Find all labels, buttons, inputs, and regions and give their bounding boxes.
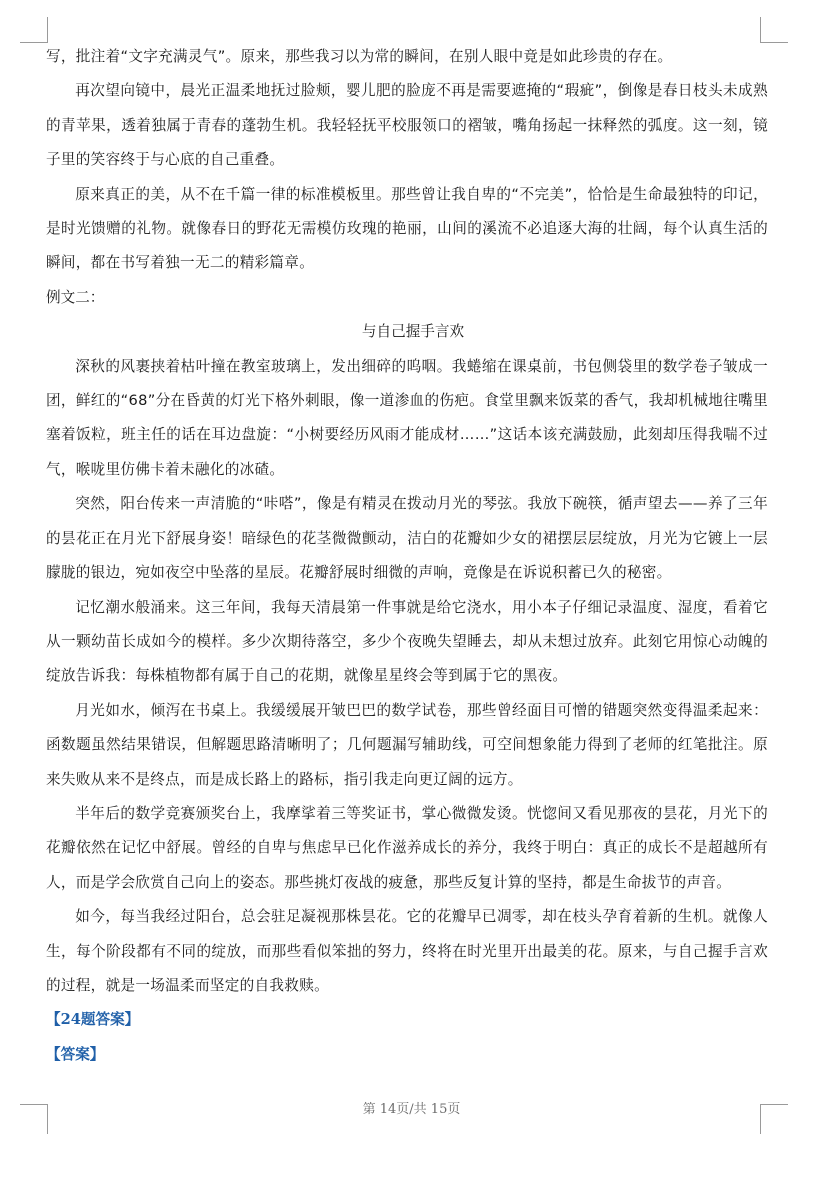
crop-mark-top-left (20, 42, 47, 43)
essay-paragraph: 记忆潮水般涌来。这三年间，我每天清晨第一件事就是给它浇水，用小本子仔细记录温度、湿度，看着它从一颗幼苗长成如今的模样。多少次期待落空，多少个夜晚失望睡去，却从未想过放弃。此刻它用惊心动魄的绽放告诉我：每株植物都有属于自己的花期，就像星星终会等到属于它的黑夜。 (46, 598, 768, 685)
essay-title: 与自己握手言欢 (361, 323, 465, 341)
paragraph: 再次望向镜中，晨光正温柔地抚过脸颊，婴儿肥的脸庞不再是需要遮掩的“瑕疵”，倒像是春日枝头未成熟的青苹果，透着独属于青春的蓬勃生机。我轻轻抚平校服领口的褶皱，嘴角扬起一抹释然的弧度。这一刻，镜子里的笑容终于与心底的自己重叠。 (46, 82, 768, 169)
essay-paragraph: 深秋的风裹挟着枯叶撞在教室玻璃上，发出细碎的呜咽。我蜷缩在课桌前，书包侧袋里的数学卷子皱成一团，鲜红的“68”分在昏黄的灯光下格外刺眼，像一道渗血的伤疤。食堂里飘来饭菜的香气，我却机械地往嘴里塞着饭粒，班主任的话在耳边盘旋：“小树要经历风雨才能成材……”这话本该充满鼓励，此刻却压得我喘不过气，喉咙里仿佛卡着未融化的冰碴。 (46, 357, 768, 478)
paragraph: 原来真正的美，从不在千篇一律的标准模板里。那些曾让我自卑的“不完美”，恰恰是生命最独特的印记，是时光馈赠的礼物。就像春日的野花无需模仿玫瑰的艳丽，山间的溪流不必追逐大海的壮阔，每个认真生活的瞬间，都在书写着独一无二的精彩篇章。 (46, 185, 768, 272)
answer-heading: 【答案】 (46, 1045, 105, 1063)
example-label: 例文二： (46, 288, 105, 306)
essay-paragraph: 突然，阳台传来一声清脆的“咔嗒”，像是有精灵在拨动月光的琴弦。我放下碗筷，循声望去——养了三年的昙花正在月光下舒展身姿！暗绿色的花茎微微颤动，洁白的花瓣如少女的裙摆层层绽放，月光为它镀上一层朦胧的银边，宛如夜空中坠落的星辰。花瓣舒展时细微的声响，竟像是在诉说积蓄已久的秘密。 (46, 495, 768, 582)
essay-paragraph: 月光如水，倾泻在书桌上。我缓缓展开皱巴巴的数学试卷，那些曾经面目可憎的错题突然变得温柔起来：函数题虽然结果错误，但解题思路清晰明了；几何题漏写辅助线，可空间想象能力得到了老师的红笔批注。原来失败从来不是终点，而是成长路上的路标，指引我走向更辽阔的远方。 (46, 701, 768, 788)
paragraph: 写，批注着“文字充满灵气”。原来，那些我习以为常的瞬间，在别人眼中竟是如此珍贵的存在。 (46, 48, 673, 65)
essay-paragraph: 如今，每当我经过阳台，总会驻足凝视那株昙花。它的花瓣早已凋零，却在枝头孕育着新的生机。就像人生，每个阶段都有不同的绽放，而那些看似笨拙的努力，终将在时光里开出最美的花。原来，与自己握手言欢的过程，就是一场温柔而坚定的自我救赎。 (46, 908, 768, 994)
essay-paragraph: 半年后的数学竞赛颁奖台上，我摩挲着三等奖证书，掌心微微发烫。恍惚间又看见那夜的昙花，月光下的花瓣依然在记忆中舒展。曾经的自卑与焦虑早已化作滋养成长的养分，我终于明白：真正的成长不是超越所有人，而是学会欣赏自己向上的姿态。那些挑灯夜战的疲惫，那些反复计算的坚持，都是生命拔节的声音。 (46, 804, 768, 891)
page-body (46, 40, 768, 1072)
answer-heading-24: 【24题答案】 (46, 1011, 140, 1029)
page-footer: 第 14页/共 15页 (362, 1102, 461, 1117)
